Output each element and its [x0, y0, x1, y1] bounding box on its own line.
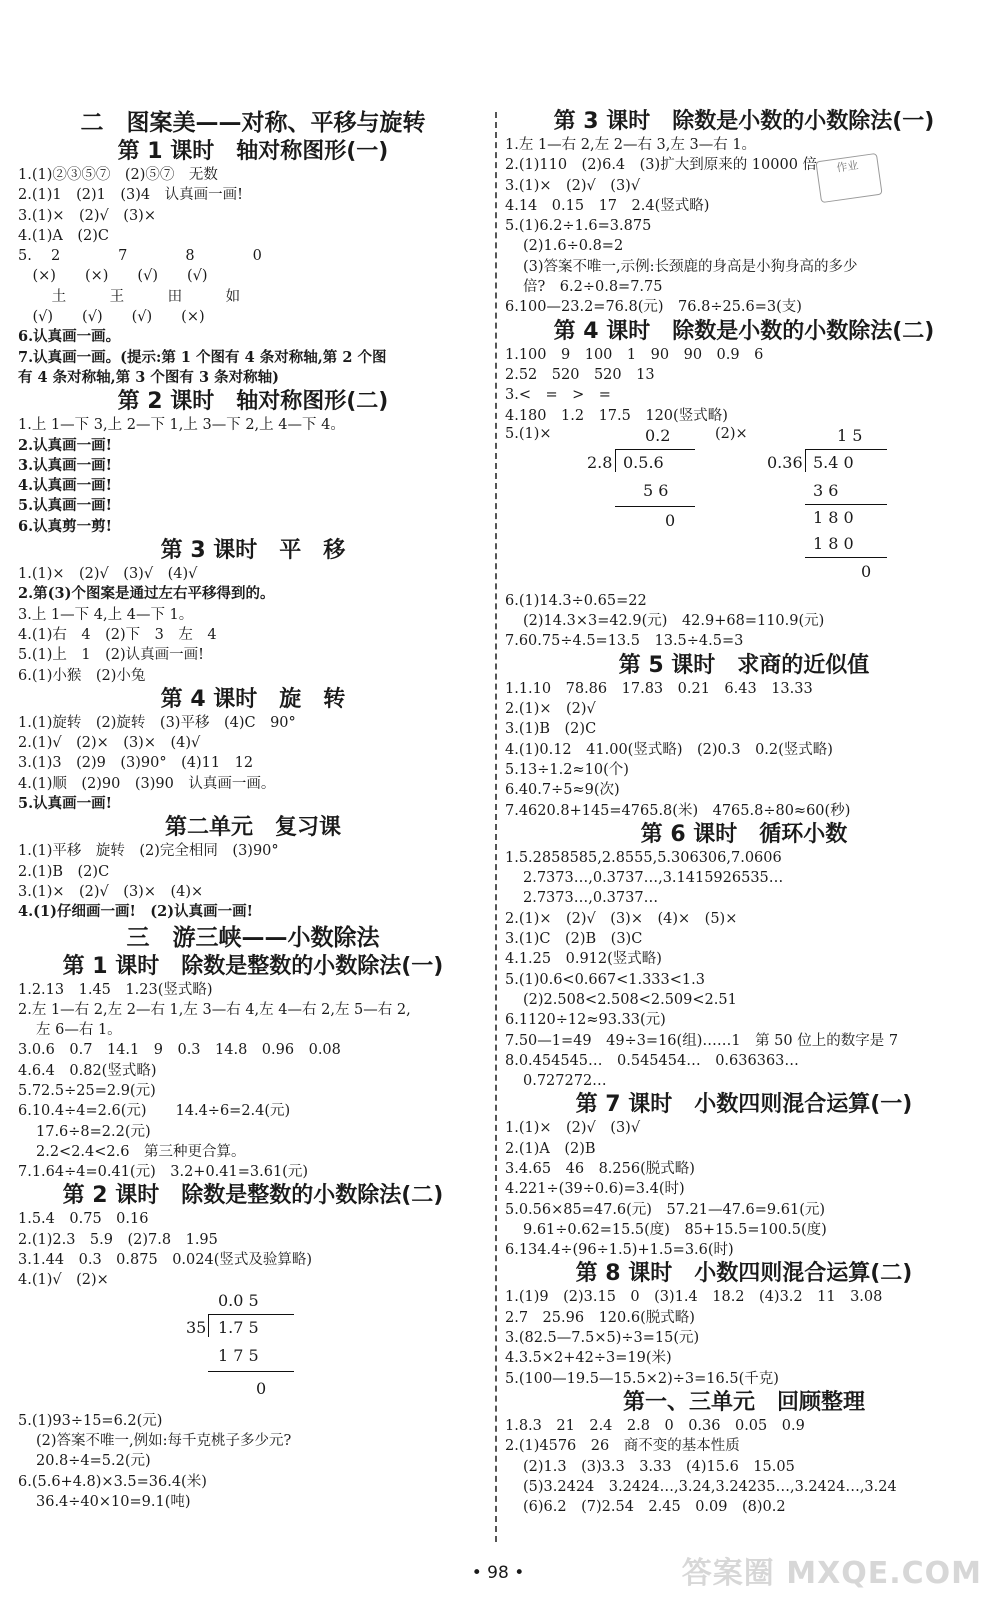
answer-line: 2.(1)1 (2)1 (3)4 认真画一画!: [18, 187, 243, 204]
division-dividend: 1.7 5: [218, 1317, 259, 1337]
answer-line: 3.(1)× (2)√ (3)×: [18, 207, 156, 224]
section-heading: 第二单元 复习课: [164, 815, 341, 841]
division-dividend-1: 0.5.6: [623, 452, 664, 472]
division-rule-2a: [805, 504, 887, 505]
division-rule-1: [615, 506, 695, 507]
answer-line: 5.13÷1.2≈10(个): [505, 761, 629, 778]
section-heading: 二 图案美——对称、平移与旋转: [80, 110, 426, 136]
answer-line: 4.221÷(39÷0.6)=3.4(时): [505, 1181, 685, 1198]
answer-line: 6.40.7÷5≈9(次): [505, 782, 620, 799]
answer-line: 2.第(3)个图案是通过左右平移得到的。: [18, 585, 275, 603]
answer-line: 倍? 6.2÷0.8=7.75: [523, 279, 663, 296]
answer-line: 17.6÷8=2.2(元): [36, 1123, 151, 1140]
answer-line: 3.0.6 0.7 14.1 9 0.3 14.8 0.96 0.08: [18, 1042, 341, 1059]
section-heading: 第 3 课时 平 移: [160, 538, 346, 564]
answer-line: 2.(1)× (2)√ (3)× (4)× (5)×: [505, 910, 738, 927]
section-heading: 第 5 课时 求商的近似值: [618, 652, 870, 678]
answer-line: 1.(1)× (2)√ (3)√: [505, 1120, 641, 1137]
section-heading: 第 1 课时 轴对称图形(一): [117, 139, 389, 164]
answer-line: 2.7 25.96 120.6(脱式略): [505, 1309, 695, 1326]
division-subtrahend-2a: 3 6: [813, 480, 839, 500]
answer-line: 4.(1)√ (2)×: [18, 1272, 109, 1289]
answer-line: 7.50—1=49 49÷3=16(组)……1 第 50 位上的数字是 7: [505, 1032, 899, 1049]
section-heading: 第 6 课时 循环小数: [640, 821, 848, 847]
answer-line: 1.(1)②③⑤⑦ (2)⑤⑦ 无数: [18, 167, 218, 183]
answer-line: 5.0.56×85=47.6(元) 57.21—47.6=9.61(元): [505, 1201, 826, 1218]
answer-line: 2.2<2.4<2.6 第三种更合算。: [36, 1143, 246, 1160]
answer-line: 4.(1)仔细画一画! (2)认真画一画!: [18, 903, 253, 921]
answer-line: 3.(1)× (2)√ (3)× (4)×: [18, 883, 204, 900]
answer-line: (2)2.508<2.508<2.509<2.51: [523, 991, 737, 1008]
section-heading: 第 7 课时 小数四则混合运算(一): [575, 1092, 913, 1118]
section-heading: 第 4 课时 旋 转: [160, 686, 346, 712]
answer-line: 1.(1)× (2)√ (3)√ (4)√: [18, 566, 198, 583]
division-quotient-2: 1 5: [837, 425, 863, 445]
answer-line: 6.(1)14.3÷0.65=22: [505, 592, 647, 609]
answer-line: 1.100 9 100 1 90 90 0.9 6: [505, 346, 764, 363]
answer-line: (×) (×) (√) (√): [18, 268, 208, 285]
answer-line: 4.3.5×2+42÷3=19(米): [505, 1350, 672, 1367]
answer-line: 3.(82.5—7.5×5)÷3=15(元): [505, 1330, 700, 1347]
answer-line: 1.上 1—下 3,上 2—下 1,上 3—下 2,上 4—下 4。: [18, 417, 345, 434]
right-column: [505, 108, 983, 1517]
answer-line: 2.左 1—右 2,左 2—右 1,左 3—右 4,左 4—右 2,左 5—右 2,: [18, 1001, 411, 1018]
answer-line: 7.4620.8+145=4765.8(米) 4765.8÷80≈60(秒): [505, 802, 851, 819]
division-subtrahend-2b: 1 8 0: [813, 507, 854, 527]
long-division-b: [505, 426, 983, 591]
division-subtrahend: 1 7 5: [218, 1345, 259, 1365]
division-dividend-2: 5.4 0: [813, 452, 854, 472]
answer-line: 2.52 520 520 13: [505, 366, 655, 383]
answer-line: 3.(1)B (2)C: [505, 721, 597, 738]
answer-line: 36.4÷40×10=9.1(吨): [36, 1493, 191, 1510]
answer-line: 4.14 0.15 17 2.4(竖式略): [505, 197, 710, 214]
answer-line: (6)6.2 (7)2.54 2.45 0.09 (8)0.2: [523, 1499, 786, 1516]
answer-line: 5.(1)93÷15=6.2(元): [18, 1412, 163, 1429]
answer-line: (2)1.6÷0.8=2: [523, 238, 624, 255]
answer-line: 6.134.4÷(96÷1.5)+1.5=3.6(时): [505, 1242, 734, 1259]
answer-line: (2)1.3 (3)3.3 3.33 (4)15.6 15.05: [523, 1458, 795, 1475]
answer-line: 7.认真画一画。(提示:第 1 个图有 4 条对称轴,第 2 个图: [18, 348, 387, 366]
answer-line: 2.7373…,0.3737…: [523, 890, 659, 907]
answer-line: 4.1.25 0.912(竖式略): [505, 951, 662, 968]
answer-line: 2.(1)110 (2)6.4 (3)扩大到原来的 10000 倍: [505, 157, 818, 174]
page-number: • 98 •: [471, 1563, 525, 1583]
answer-line: 3.认真画一画!: [18, 456, 113, 474]
section-heading: 第 4 课时 除数是小数的小数除法(二): [553, 318, 935, 344]
section-heading: 第 1 课时 除数是整数的小数除法(一): [62, 953, 444, 979]
answer-line: 2.(1)2.3 5.9 (2)7.8 1.95: [18, 1231, 218, 1248]
watermark: 答案圈 MXQE.COM: [681, 1556, 982, 1591]
answer-line: (2)14.3×3=42.9(元) 42.9+68=110.9(元): [523, 613, 825, 630]
answer-line: 4.(1)A (2)C: [18, 227, 109, 244]
answer-line: 20.8÷4=5.2(元): [36, 1453, 151, 1470]
division-remainder-2: 0: [861, 561, 872, 581]
answer-line: 3.(1)3 (2)9 (3)90° (4)11 12: [18, 755, 254, 772]
answer-line: 1.5.2858585,2.8555,5.306306,7.0606: [505, 849, 782, 866]
answer-line: 4.(1)0.12 41.00(竖式略) (2)0.3 0.2(竖式略): [505, 741, 833, 758]
answer-line: (√) (√) (√) (×): [18, 309, 205, 326]
division-remainder-1: 0: [665, 510, 676, 530]
answer-line: 8.0.454545… 0.545454… 0.636363…: [505, 1052, 799, 1069]
answer-line: 1.5.4 0.75 0.16: [18, 1211, 149, 1228]
answer-line: 1.2.13 1.45 1.23(竖式略): [18, 981, 213, 998]
answer-line: 5.(1)0.6<0.667<1.333<1.3: [505, 971, 705, 988]
answer-line: 4.(1)右 4 (2)下 3 左 4: [18, 626, 217, 643]
answer-line: (5)3.2424 3.2424…,3.24,3.24235…,3.2424…,3.24: [523, 1478, 897, 1495]
answer-line: 3.(1)× (2)√ (3)√: [505, 177, 641, 194]
answer-line: 1.(1)9 (2)3.15 0 (3)1.4 18.2 (4)3.2 11 3.08: [505, 1289, 883, 1306]
answer-line: 6.100—23.2=76.8(元) 76.8÷25.6=3(支): [505, 299, 802, 316]
answer-line: 2.认真画一画!: [18, 436, 113, 454]
answer-line: 2.(1)× (2)√: [505, 701, 596, 718]
answer-line: (3)答案不唯一,示例:长颈鹿的身高是小狗身高的多少: [523, 258, 858, 275]
section-heading: 第 2 课时 轴对称图形(二): [117, 389, 389, 415]
division-quotient-1: 0.2: [645, 425, 671, 445]
answer-line: 左 6—右 1。: [36, 1022, 122, 1039]
answer-line: 5.72.5÷25=2.9(元): [18, 1082, 156, 1099]
answer-line: 2.(1)4576 26 商不变的基本性质: [505, 1438, 740, 1455]
division-bracket: [208, 1315, 209, 1337]
column-divider: [495, 112, 497, 1542]
answer-line: 7.1.64÷4=0.41(元) 3.2+0.41=3.61(元): [18, 1164, 308, 1181]
answer-line: 5.认真画一画!: [18, 497, 113, 515]
answer-line: 4.6.4 0.82(竖式略): [18, 1062, 157, 1079]
answer-line: 0.727272…: [523, 1073, 607, 1090]
answer-line: 6.认真剪一剪!: [18, 517, 113, 535]
answer-line: 7.60.75÷4.5=13.5 13.5÷4.5=3: [505, 633, 744, 650]
division-bar-1: [615, 449, 695, 450]
division-bar: [208, 1314, 294, 1315]
division-bracket-1: [615, 450, 616, 472]
division-label-2: (2)×: [715, 425, 748, 442]
answer-line: 3.< = > =: [505, 387, 611, 404]
answer-line: 1.8.3 21 2.4 2.8 0 0.36 0.05 0.9: [505, 1417, 805, 1434]
division-quotient: 0.0 5: [218, 1290, 259, 1310]
answer-line: 6.10.4÷4=2.6(元) 14.4÷6=2.4(元): [18, 1103, 291, 1120]
answer-line: 5. 2 7 8 0: [18, 248, 262, 265]
answer-line: 4.认真画一画!: [18, 477, 113, 495]
answer-line: 6.认真画一画。: [18, 328, 121, 346]
answer-line: 1.1.10 78.86 17.83 0.21 6.43 13.33: [505, 680, 813, 697]
answer-line: 2.(1)A (2)B: [505, 1140, 596, 1157]
answer-line: 3.1.44 0.3 0.875 0.024(竖式及验算略): [18, 1252, 313, 1269]
answer-line: (2)答案不唯一,例如:每千克桃子多少元?: [36, 1432, 292, 1449]
division-bar-2: [805, 449, 887, 450]
section-heading: 第一、三单元 回顾整理: [622, 1389, 865, 1415]
answer-line: 5.(1)上 1 (2)认真画一画!: [18, 647, 204, 664]
division-divisor-1: 2.8: [587, 452, 613, 472]
division-label-1: 5.(1)×: [505, 425, 552, 442]
answer-line: 3.(1)C (2)B (3)C: [505, 931, 643, 948]
answer-line: 有 4 条对称轴,第 3 个图有 3 条对称轴): [18, 368, 279, 386]
division-subtrahend-2c: 1 8 0: [813, 533, 854, 553]
answer-line: 6.1120÷12≈93.33(元): [505, 1012, 666, 1029]
answer-line: 土 王 田 如: [18, 288, 241, 305]
section-heading: 第 2 课时 除数是整数的小数除法(二): [62, 1183, 444, 1209]
section-heading: 第 8 课时 小数四则混合运算(二): [575, 1261, 913, 1287]
answer-line: 3.4.65 46 8.256(脱式略): [505, 1160, 695, 1177]
answer-line: 4.(1)顺 (2)90 (3)90 认真画一画。: [18, 775, 276, 792]
answer-line: 9.61÷0.62=15.5(度) 85+15.5=100.5(度): [523, 1221, 827, 1238]
answer-line: 6.(1)小猴 (2)小兔: [18, 667, 146, 684]
answer-line: 1.(1)平移 旋转 (2)完全相同 (3)90°: [18, 843, 279, 860]
answer-line: 1.左 1—右 2,左 2—右 3,左 3—右 1。: [505, 137, 757, 153]
answer-line: 2.7373…,0.3737…,3.1415926535…: [523, 870, 784, 887]
section-heading: 第 3 课时 除数是小数的小数除法(一): [553, 109, 935, 134]
division-rule: [208, 1371, 294, 1372]
answer-line: 5.(100—19.5—15.5×2)÷3=16.5(千克): [505, 1370, 779, 1387]
division-remainder: 0: [256, 1378, 267, 1398]
answer-line: 2.(1)√ (2)× (3)× (4)√: [18, 735, 201, 752]
answer-line: 5.(1)6.2÷1.6=3.875: [505, 218, 652, 235]
answer-line: 6.(5.6+4.8)×3.5=36.4(米): [18, 1473, 207, 1490]
answer-line: 3.上 1—下 4,上 4—下 1。: [18, 606, 194, 623]
answer-line: 4.180 1.2 17.5 120(竖式略): [505, 407, 728, 424]
section-heading: 三 游三峡——小数除法: [126, 924, 380, 951]
stamp-mark: 作业: [815, 153, 882, 203]
division-bracket-2: [805, 450, 806, 472]
division-divisor: 35: [186, 1317, 207, 1337]
division-rule-2b: [805, 557, 887, 558]
answer-line: 2.(1)B (2)C: [18, 863, 110, 880]
answer-line: 5.认真画一画!: [18, 795, 113, 813]
division-divisor-2: 0.36: [767, 452, 803, 472]
answer-line: 1.(1)旋转 (2)旋转 (3)平移 (4)C 90°: [18, 714, 296, 731]
long-division-a: [18, 1291, 488, 1411]
left-column: [18, 108, 488, 1512]
division-subtrahend-1: 5 6: [643, 480, 669, 500]
